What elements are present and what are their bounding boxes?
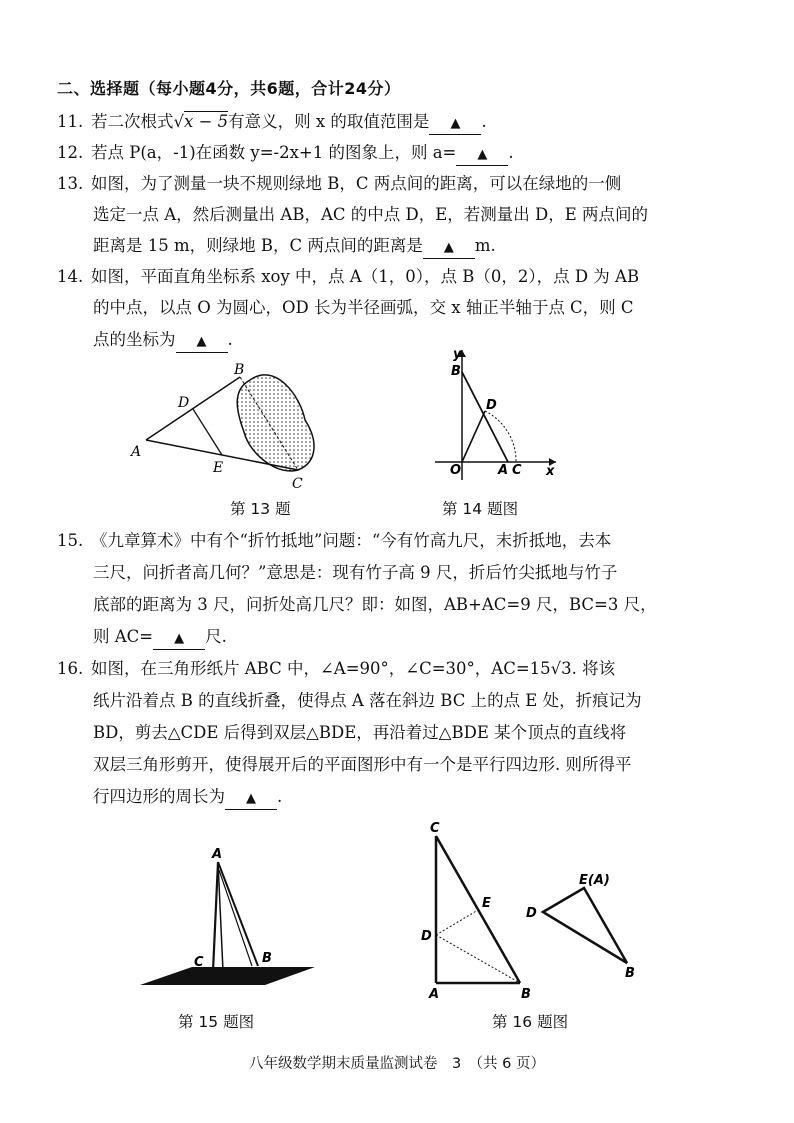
answer-mark: ▲ [477, 147, 488, 162]
answer-mark: ▲ [443, 240, 454, 255]
question-number: 11. [57, 112, 84, 131]
bamboo-upright [213, 862, 218, 971]
question-text: 如图，平面直角坐标系 xoy 中，点 A（1，0），点 B（0，2），点 D 为 AB [91, 267, 640, 286]
question-text: 点的坐标为 [93, 330, 176, 349]
radicand: x − 5 [184, 112, 229, 131]
label-C: C [430, 821, 440, 836]
ground [140, 967, 315, 985]
question-16-line-5 [93, 787, 282, 810]
question-16-line-2: 纸片沿着点 B 的直线折叠，使得点 A 落在斜边 BC 上的点 E 处，折痕记为 [93, 691, 642, 710]
question-15-line-3: 底部的距离为 3 尺，问折处高几尺？即：如图，AB+AC=9 尺，BC=3 尺， [93, 595, 657, 614]
question-15-line-2: 三尺，问折者高几何？”意思是：现有竹子高 9 尺，折后竹尖抵地与竹子 [93, 563, 618, 582]
caption-fig14: 第 14 题图 [442, 500, 519, 518]
label-A: A [212, 847, 223, 862]
question-text: 若点 P(a，‑1)在函数 y=‑2x+1 的图象上，则 a= [91, 143, 457, 162]
label-C: C [292, 476, 303, 492]
question-text: 如图，为了测量一块不规则绿地 B，C 两点间的距离，可以在绿地的一侧 [91, 174, 622, 193]
question-16-line-3: BD，剪去△CDE 后得到双层△BDE，再沿着过△BDE 某个顶点的直线将 [93, 723, 627, 742]
caption-fig16: 第 16 题图 [492, 1013, 569, 1031]
triangle-bde [543, 888, 627, 963]
question-number: 15. [57, 531, 84, 550]
label-B: B [451, 364, 461, 379]
answer-mark: ▲ [196, 334, 207, 349]
label-E: E [213, 460, 224, 476]
question-16 [57, 659, 615, 679]
question-13-line-2: 选定一点 A，然后测量出 AB，AC 的中点 D，E，若测量出 D，E 两点间的 [93, 205, 649, 224]
question-text: 《九章算术》中有个“折竹抵地”问题：“今有竹高九尺，末折抵地，去本 [91, 531, 612, 550]
label-B: B [234, 362, 245, 378]
segment-de [436, 910, 478, 935]
label-A: A [131, 444, 142, 460]
label-B: B [262, 951, 272, 966]
question-text: 有意义，则 x 的取值范围是 [228, 112, 430, 131]
page-footer: 八年级数学期末质量监测试卷 3 （共 6 页） [249, 1056, 545, 1072]
label-D: D [486, 398, 497, 413]
unit: 尺. [205, 627, 227, 646]
label-D: D [421, 929, 432, 944]
figure-13 [129, 362, 314, 492]
question-text: 行四边形的周长为 [93, 787, 225, 806]
answer-mark: ▲ [246, 791, 256, 806]
answer-mark: ▲ [450, 116, 461, 131]
question-number: 12. [57, 143, 84, 162]
question-15 [57, 531, 611, 551]
figure-16 [421, 821, 635, 1002]
question-number: 14. [57, 267, 84, 286]
question-text: 则 AC= [93, 627, 154, 646]
arc-dc [485, 411, 516, 462]
question-14-line-2: 的中点，以点 O 为圆心，OD 长为半径画弧，交 x 轴正半轴于点 C，则 C [93, 298, 634, 317]
label-D2: D [526, 906, 537, 921]
question-16-line-4: 双层三角形剪开，使得展开后的平面图形中有一个是平行四边形. 则所得平 [93, 755, 632, 774]
label-C: C [194, 955, 204, 970]
punct: . [227, 330, 233, 349]
punct: . [277, 787, 283, 806]
label-A: A [498, 463, 509, 478]
answer-blank [225, 787, 277, 810]
label-D: D [178, 395, 190, 411]
label-B: B [521, 987, 531, 1002]
side-cb [436, 836, 520, 983]
question-15-line-4 [93, 627, 227, 650]
segment-od [462, 411, 485, 462]
label-y: y [453, 347, 462, 362]
label-C: C [512, 463, 522, 478]
section-title: 二、选择题（每小题4分，共6题，合计24分） [57, 79, 401, 98]
greenland-region [237, 375, 314, 471]
question-number: 16. [57, 659, 84, 678]
bamboo-broken [218, 862, 258, 966]
label-EA: E(A) [579, 873, 610, 888]
sqrt-sign: √ [173, 112, 185, 131]
answer-blank [153, 627, 205, 650]
label-x: x [546, 464, 555, 479]
caption-fig15: 第 15 题图 [178, 1013, 255, 1031]
bamboo-broken-2 [219, 870, 252, 966]
segment-de [193, 409, 222, 455]
figure-15 [140, 847, 315, 985]
unit: m. [474, 236, 496, 255]
punct: . [481, 112, 487, 131]
label-E: E [482, 896, 491, 911]
label-A: A [429, 987, 440, 1002]
question-text: 若二次根式 [91, 112, 174, 131]
question-text: 如图，在三角形纸片 ABC 中，∠A=90°，∠C=30°，AC=15√3. 将该 [91, 659, 616, 678]
label-B2: B [625, 966, 635, 981]
question-text: 距离是 15 m，则绿地 B，C 两点间的距离是 [93, 236, 423, 255]
punct: . [508, 143, 514, 162]
figure-14 [435, 347, 556, 480]
segment-ab [146, 377, 240, 440]
caption-fig13: 第 13 题 [230, 500, 291, 518]
answer-mark: ▲ [174, 631, 185, 646]
question-number: 13. [57, 174, 84, 193]
label-O: O [450, 463, 462, 478]
